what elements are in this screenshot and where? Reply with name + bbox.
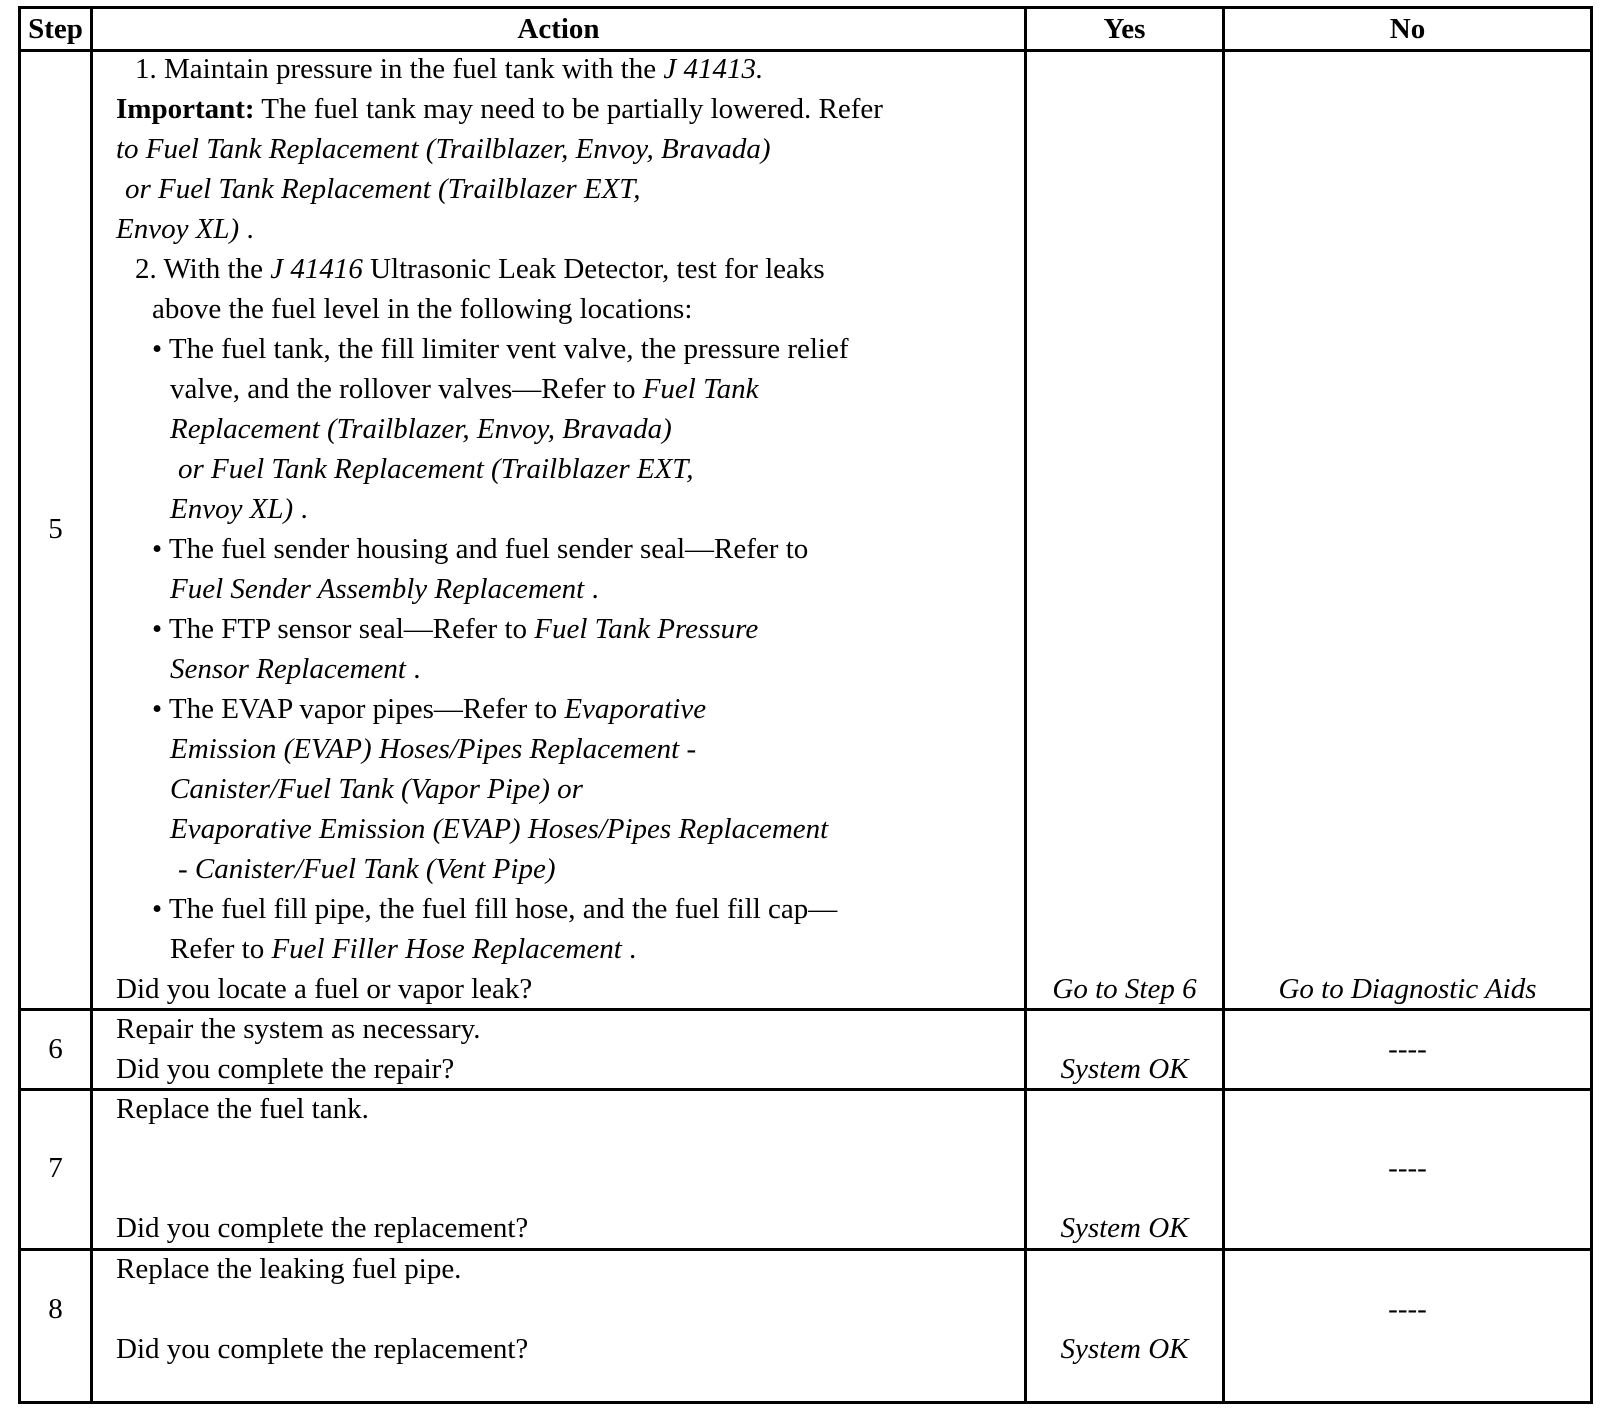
important-note: Important: The fuel tank may need to be partially lowered. Refer (116, 93, 883, 125)
yes-result: System OK (1060, 1212, 1189, 1244)
column-divider (1024, 9, 1027, 1401)
no-link[interactable]: Go to Diagnostic Aids (1278, 973, 1537, 1005)
yes-result: System OK (1060, 1333, 1189, 1365)
question: Did you complete the replacement? (116, 1333, 529, 1365)
question: Did you complete the replacement? (116, 1212, 529, 1244)
column-divider (90, 9, 93, 1401)
no-result: ---- (1388, 1152, 1427, 1184)
yes-result: System OK (1060, 1053, 1189, 1085)
step-number: 8 (48, 1293, 63, 1325)
step-number: 5 (48, 513, 63, 545)
action-line: 1. Maintain pressure in the fuel tank with the J 41413. (135, 53, 764, 85)
bullet-item: • The fuel tank, the fill limiter vent valve, the pressure relief (152, 333, 849, 365)
reference-link[interactable]: Evaporative (564, 693, 707, 725)
question: Did you complete the repair? (116, 1053, 455, 1085)
bullet-item: • The FTP sensor seal—Refer to Fuel Tank Pressure (152, 613, 759, 645)
reference-link[interactable]: Replacement (Trailblazer, Envoy, Bravada) (170, 413, 672, 445)
bullet-item: Refer to Fuel Filler Hose Replacement . (170, 933, 637, 965)
row-divider (21, 1008, 1590, 1011)
bullet-item: • The fuel sender housing and fuel sender seal—Refer to (152, 533, 809, 565)
reference-link[interactable]: Envoy XL) (170, 493, 294, 525)
no-result: ---- (1388, 1033, 1427, 1065)
header-action: Action (517, 13, 600, 45)
question: Did you locate a fuel or vapor leak? (116, 973, 533, 1005)
action-line: above the fuel level in the following locations: (152, 293, 693, 325)
reference-link[interactable]: - Canister/Fuel Tank (Vent Pipe) (178, 853, 556, 885)
header-step: Step (28, 13, 83, 45)
bullet-item: Fuel Sender Assembly Replacement . (170, 573, 599, 605)
action-line: Replace the leaking fuel pipe. (116, 1253, 462, 1285)
action-line: Repair the system as necessary. (116, 1013, 481, 1045)
row-divider (21, 1248, 1590, 1251)
bullet-item: Envoy XL) . (170, 493, 308, 525)
reference-link[interactable]: Fuel Tank (642, 373, 759, 405)
yes-link[interactable]: Go to Step 6 (1052, 973, 1197, 1005)
diagnostic-table (18, 6, 1593, 1404)
bullet-item: Sensor Replacement . (170, 653, 421, 685)
reference-link[interactable]: or Fuel Tank Replacement (Trailblazer EXT, (125, 173, 641, 205)
bullet-item: • The EVAP vapor pipes—Refer to Evaporative (152, 693, 707, 725)
bullet-item: valve, and the rollover valves—Refer to Fuel Tank (170, 373, 759, 405)
reference-link[interactable]: Sensor Replacement (170, 653, 406, 685)
row-divider (21, 49, 1590, 52)
step-number: 6 (48, 1033, 63, 1065)
reference-link[interactable]: Fuel Tank Pressure (534, 613, 759, 645)
action-line: Envoy XL) . (116, 213, 254, 245)
action-line: 2. With the J 41416 Ultrasonic Leak Detector, test for leaks (135, 253, 825, 285)
reference-link[interactable]: Emission (EVAP) Hoses/Pipes Replacement - (170, 733, 697, 765)
reference-link[interactable]: Fuel Filler Hose Replacement (271, 933, 622, 965)
row-divider (21, 1088, 1590, 1091)
bullet-item: • The fuel fill pipe, the fuel fill hose, and the fuel fill cap— (152, 893, 838, 925)
header-no: No (1389, 13, 1426, 45)
header-yes: Yes (1103, 13, 1146, 45)
reference-link[interactable]: Envoy XL) (116, 213, 240, 245)
column-divider (1222, 9, 1225, 1401)
reference-link[interactable]: or Fuel Tank Replacement (Trailblazer EXT, (178, 453, 694, 485)
reference-link[interactable]: Fuel Sender Assembly Replacement (170, 573, 585, 605)
no-result: ---- (1388, 1293, 1427, 1325)
reference-link[interactable]: to Fuel Tank Replacement (Trailblazer, Envoy, Bravada) (116, 133, 771, 165)
action-line: Replace the fuel tank. (116, 1093, 369, 1125)
reference-link[interactable]: Canister/Fuel Tank (Vapor Pipe) or (170, 773, 583, 805)
reference-link[interactable]: Evaporative Emission (EVAP) Hoses/Pipes Replacement (170, 813, 829, 845)
step-number: 7 (48, 1152, 63, 1184)
